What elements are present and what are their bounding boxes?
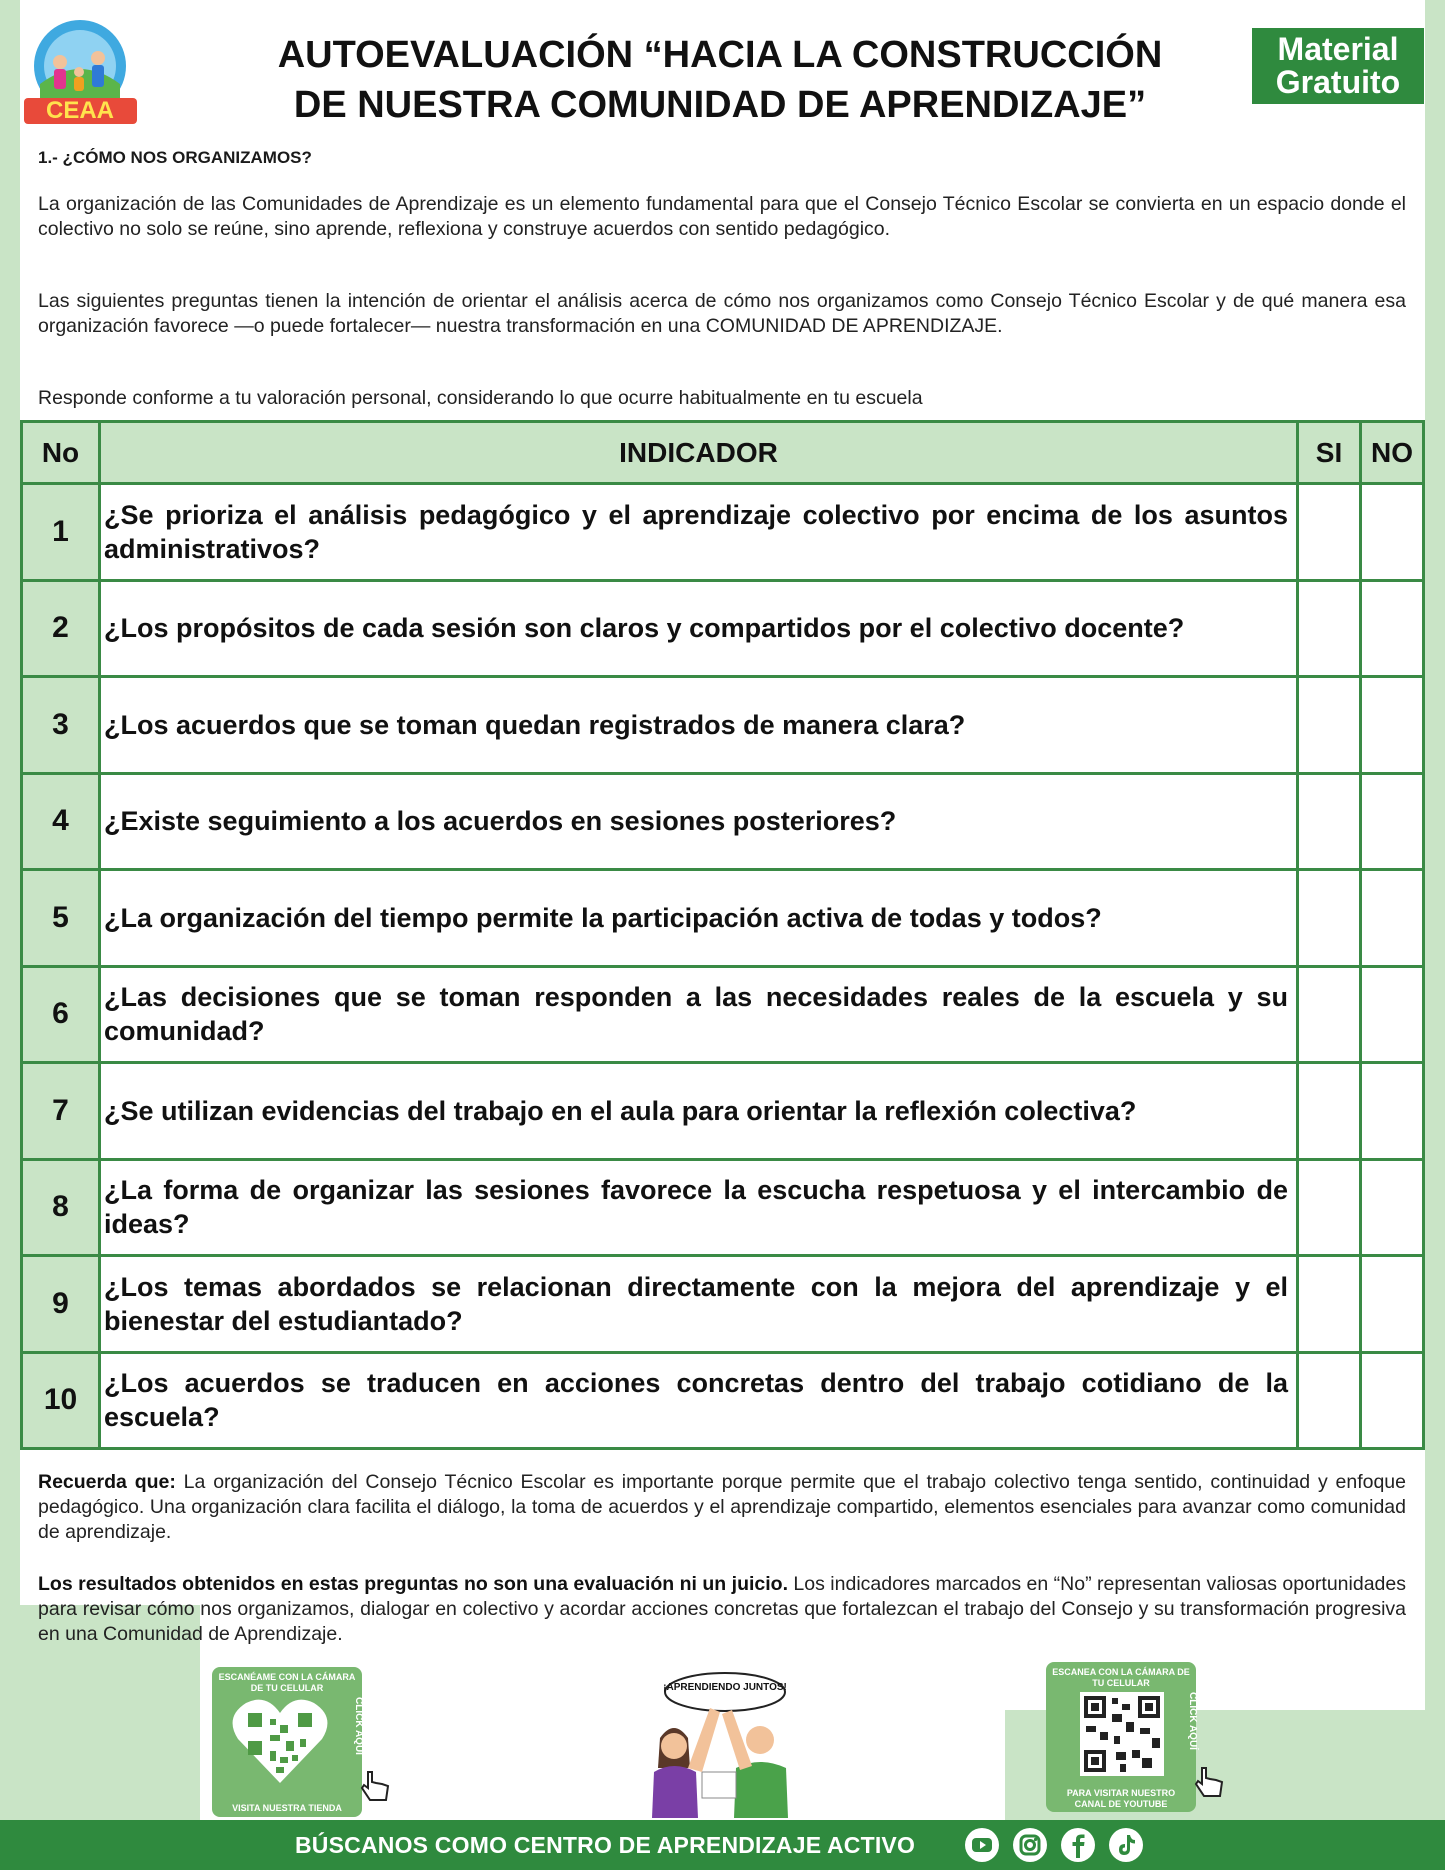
table-row — [22, 484, 1424, 581]
title-line-1: AUTOEVALUACIÓN “HACIA LA CONSTRUCCIÓN — [277, 34, 1163, 76]
table-row — [22, 677, 1424, 774]
intro-paragraph-1: La organización de las Comunidades de Aprendizaje es un elemento fundamental para que el Consejo Técnico Escolar se convierta en un espacio donde el colectivo no solo se reúne, sino aprende, reflexiona y construye acuerdos con sentido pedagógico. — [38, 193, 1406, 240]
frame-right — [1425, 0, 1445, 1870]
table-header-row — [22, 422, 1424, 484]
header-no: No — [22, 422, 100, 484]
footer-bar — [0, 1820, 1445, 1870]
table-row — [22, 773, 1424, 870]
results-label: Los resultados obtenidos en estas preguntas no son una evaluación ni un juicio. — [38, 1573, 788, 1595]
row-number: 4 — [22, 773, 100, 870]
table-row — [22, 580, 1424, 677]
row-number: 10 — [22, 1352, 100, 1449]
row-question: ¿Los acuerdos se traducen en acciones concretas dentro del trabajo cotidiano de la escuela? — [100, 1352, 1298, 1449]
row-question: ¿La forma de organizar las sesiones favorece la escucha respetuosa y el intercambio de ideas? — [100, 1159, 1298, 1256]
title-line-2: DE NUESTRA COMUNIDAD DE APRENDIZAJE” — [293, 84, 1147, 126]
row-number: 7 — [22, 1063, 100, 1160]
answer-yes-cell[interactable] — [1298, 1159, 1361, 1256]
row-question: ¿Existe seguimiento a los acuerdos en sesiones posteriores? — [100, 773, 1298, 870]
store-qr-code-icon — [230, 1695, 330, 1785]
row-number: 9 — [22, 1256, 100, 1353]
answer-no-cell[interactable] — [1361, 1352, 1424, 1449]
table-row — [22, 966, 1424, 1063]
answer-no-cell[interactable] — [1361, 1159, 1424, 1256]
footer-text: BÚSCANOS COMO CENTRO DE APRENDIZAJE ACTIVO — [295, 1832, 916, 1858]
store-pointer-hand-icon — [358, 1768, 394, 1804]
free-material-badge — [1252, 28, 1424, 104]
store-qr-top-caption: ESCANÉAME CON LA CÁMARA DE TU CELULAR — [218, 1672, 356, 1693]
teachers-illustration — [640, 1668, 800, 1818]
youtube-qr-code-icon — [1080, 1692, 1164, 1776]
table-row — [22, 1159, 1424, 1256]
answer-yes-cell[interactable] — [1298, 870, 1361, 967]
store-click-label: CLICK AQUÍ — [353, 1697, 364, 1755]
row-question: ¿La organización del tiempo permite la participación activa de todas y todos? — [100, 870, 1298, 967]
answer-yes-cell[interactable] — [1298, 484, 1361, 581]
badge-line-2: Gratuito — [1275, 64, 1401, 100]
answer-no-cell[interactable] — [1361, 870, 1424, 967]
frame-left — [0, 0, 20, 1870]
speech-bubble-text: ¡APRENDIENDO JUNTOS! — [663, 1682, 787, 1693]
answer-yes-cell[interactable] — [1298, 966, 1361, 1063]
reminder-label: Recuerda que: — [38, 1471, 176, 1493]
reminder-note — [38, 1470, 1406, 1545]
facebook-icon[interactable] — [1061, 1828, 1095, 1862]
header-no-answer: NO — [1361, 422, 1424, 484]
instagram-icon[interactable] — [1013, 1828, 1047, 1862]
tiktok-icon[interactable] — [1109, 1828, 1143, 1862]
page-title — [190, 30, 1250, 130]
row-number: 2 — [22, 580, 100, 677]
intro-paragraph-3: Responde conforme a tu valoración personal, considerando lo que ocurre habitualmente en tu escuela — [38, 387, 923, 409]
answer-no-cell[interactable] — [1361, 484, 1424, 581]
store-qr-card[interactable] — [212, 1667, 362, 1817]
row-number: 8 — [22, 1159, 100, 1256]
answer-no-cell[interactable] — [1361, 966, 1424, 1063]
row-question: ¿Se utilizan evidencias del trabajo en el aula para orientar la reflexión colectiva? — [100, 1063, 1298, 1160]
row-question: ¿Los propósitos de cada sesión son claros y compartidos por el colectivo docente? — [100, 580, 1298, 677]
indicator-table — [20, 420, 1425, 1450]
row-number: 5 — [22, 870, 100, 967]
ceaa-logo — [18, 14, 143, 126]
answer-no-cell[interactable] — [1361, 1256, 1424, 1353]
intro-paragraph-2: Las siguientes preguntas tienen la intención de orientar el análisis acerca de cómo nos organizamos como Consejo Técnico Escolar y de qué manera esa organización favorece —o puede fortalecer— nuestra transformación en una COMUNIDAD DE APRENDIZAJE. — [38, 290, 1406, 337]
youtube-pointer-hand-icon — [1192, 1764, 1228, 1800]
svg-text:CEAA: CEAA — [45, 97, 115, 124]
answer-yes-cell[interactable] — [1298, 773, 1361, 870]
youtube-click-label: CLICK AQUÍ — [1187, 1692, 1198, 1750]
store-qr-bottom-caption: VISITA NUESTRA TIENDA — [232, 1803, 342, 1813]
answer-no-cell[interactable] — [1361, 773, 1424, 870]
row-question: ¿Los temas abordados se relacionan directamente con la mejora del aprendizaje y el bienestar del estudiantado? — [100, 1256, 1298, 1353]
reminder-text: La organización del Consejo Técnico Escolar es importante porque permite que el trabajo colectivo tenga sentido, continuidad y enfoque pedagógico. Una organización clara facilita el diálogo, la toma de acuerdos y el aprendizaje compartido, elementos esenciales para avanzar como comunidad de aprendizaje. — [38, 1471, 1406, 1543]
row-question: ¿Se prioriza el análisis pedagógico y el aprendizaje colectivo por encima de los asuntos administrativos? — [100, 484, 1298, 581]
youtube-qr-card[interactable] — [1046, 1662, 1196, 1812]
header-indicator: INDICADOR — [100, 422, 1298, 484]
youtube-icon[interactable] — [965, 1828, 999, 1862]
answer-yes-cell[interactable] — [1298, 1256, 1361, 1353]
row-question: ¿Las decisiones que se toman responden a las necesidades reales de la escuela y su comunidad? — [100, 966, 1298, 1063]
answer-no-cell[interactable] — [1361, 677, 1424, 774]
answer-yes-cell[interactable] — [1298, 580, 1361, 677]
badge-line-1: Material — [1277, 31, 1399, 67]
table-row — [22, 1063, 1424, 1160]
answer-no-cell[interactable] — [1361, 580, 1424, 677]
header-yes: SI — [1298, 422, 1361, 484]
results-note — [38, 1572, 1406, 1647]
table-row — [22, 1256, 1424, 1353]
answer-yes-cell[interactable] — [1298, 1063, 1361, 1160]
youtube-qr-top-caption: ESCANEA CON LA CÁMARA DE TU CELULAR — [1052, 1667, 1190, 1688]
table-row — [22, 870, 1424, 967]
youtube-qr-bottom-caption: PARA VISITAR NUESTRO CANAL DE YOUTUBE — [1066, 1788, 1176, 1809]
answer-yes-cell[interactable] — [1298, 1352, 1361, 1449]
section-heading: 1.- ¿CÓMO NOS ORGANIZAMOS? — [38, 148, 312, 167]
table-row — [22, 1352, 1424, 1449]
results-text: Los indicadores marcados en “No” representan valiosas oportunidades para revisar cómo nos organizamos, dialogar en colectivo y acordar acciones concretas que fortalezcan el trabajo del Consejo y su transformación progresiva en una Comunidad de Aprendizaje. — [38, 1573, 1406, 1645]
answer-no-cell[interactable] — [1361, 1063, 1424, 1160]
row-number: 6 — [22, 966, 100, 1063]
row-number: 3 — [22, 677, 100, 774]
row-number: 1 — [22, 484, 100, 581]
answer-yes-cell[interactable] — [1298, 677, 1361, 774]
row-question: ¿Los acuerdos que se toman quedan registrados de manera clara? — [100, 677, 1298, 774]
